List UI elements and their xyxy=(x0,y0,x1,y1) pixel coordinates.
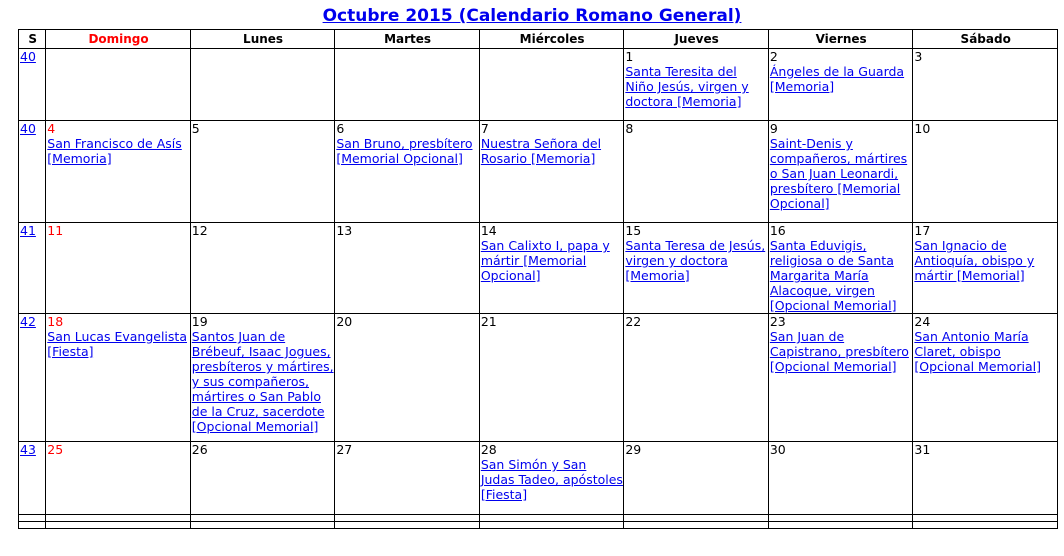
empty-cell xyxy=(190,515,335,522)
empty-row xyxy=(19,522,1058,529)
empty-cell xyxy=(335,522,480,529)
day-cell xyxy=(335,442,480,515)
day-cell xyxy=(768,442,913,515)
day-cell xyxy=(913,121,1058,223)
empty-cell xyxy=(913,515,1058,522)
week-row xyxy=(19,442,1058,515)
week-row xyxy=(19,314,1058,442)
day-cell xyxy=(913,442,1058,515)
day-cell xyxy=(335,49,480,121)
celebration-link[interactable]: Ángeles de la Guarda [Memoria] xyxy=(769,64,905,94)
calendar-title[interactable]: Octubre 2015 (Calendario Romano General) xyxy=(322,6,742,26)
empty-cell xyxy=(190,522,335,529)
week-row xyxy=(19,49,1058,121)
empty-cell xyxy=(479,522,624,529)
celebration-link[interactable]: Santa Teresa de Jesús, virgen y doctora [Memoria] xyxy=(625,238,766,283)
celebration-link[interactable]: San Calixto I, papa y mártir [Memorial Opcional] xyxy=(480,238,610,283)
empty-cell xyxy=(46,515,191,522)
day-number: 18 xyxy=(47,314,64,329)
day-cell xyxy=(479,223,624,314)
empty-cell xyxy=(46,522,191,529)
week-number-link[interactable]: 42 xyxy=(20,314,36,329)
week-row xyxy=(19,121,1058,223)
empty-cell xyxy=(768,522,913,529)
celebration-link[interactable]: San Bruno, presbítero [Memorial Opcional] xyxy=(336,136,473,166)
header-sunday: Domingo xyxy=(46,30,191,49)
week-row xyxy=(19,223,1058,314)
day-cell xyxy=(46,314,191,442)
celebration-link[interactable]: San Lucas Evangelista [Fiesta] xyxy=(47,329,187,359)
day-number: 11 xyxy=(47,223,64,238)
day-cell xyxy=(913,49,1058,121)
week-number-link[interactable]: 40 xyxy=(20,121,36,136)
day-cell xyxy=(190,49,335,121)
day-cell xyxy=(768,314,913,442)
empty-cell xyxy=(768,515,913,522)
week-number-link[interactable]: 41 xyxy=(20,223,36,238)
day-cell xyxy=(624,223,769,314)
week-number-cell xyxy=(19,314,46,442)
empty-cell xyxy=(19,522,46,529)
header-monday: Lunes xyxy=(190,30,335,49)
calendar-table xyxy=(18,29,1058,529)
header-friday: Viernes xyxy=(768,30,913,49)
day-cell xyxy=(624,314,769,442)
day-number: 23 xyxy=(769,314,786,329)
day-number: 26 xyxy=(191,442,208,457)
day-cell xyxy=(46,223,191,314)
day-cell xyxy=(190,121,335,223)
day-cell xyxy=(190,442,335,515)
celebration-link[interactable]: Santa Eduvigis, religiosa o de Santa Margarita María Alacoque, virgen [Opcional Memorial] xyxy=(769,238,897,313)
day-cell xyxy=(479,121,624,223)
day-number: 6 xyxy=(336,121,345,136)
day-cell xyxy=(768,121,913,223)
celebration-link[interactable]: San Ignacio de Antioquía, obispo y mártir [Memorial] xyxy=(914,238,1035,283)
day-cell xyxy=(624,121,769,223)
day-cell xyxy=(46,121,191,223)
week-number-link[interactable]: 43 xyxy=(20,442,36,457)
day-number: 21 xyxy=(480,314,497,329)
day-cell xyxy=(479,314,624,442)
header-week: S xyxy=(19,30,46,49)
celebration-link[interactable]: Saint-Denis y compañeros, mártires o San Juan Leonardi, presbítero [Memorial Opcional] xyxy=(769,136,908,211)
day-number: 25 xyxy=(47,442,64,457)
day-number: 30 xyxy=(769,442,786,457)
day-number: 19 xyxy=(191,314,208,329)
header-wednesday: Miércoles xyxy=(479,30,624,49)
empty-cell xyxy=(913,522,1058,529)
day-number: 27 xyxy=(336,442,353,457)
day-cell xyxy=(768,49,913,121)
day-number: 9 xyxy=(769,121,778,136)
day-cell xyxy=(46,49,191,121)
week-number-cell xyxy=(19,223,46,314)
day-number: 24 xyxy=(914,314,931,329)
day-number: 22 xyxy=(625,314,642,329)
day-cell xyxy=(46,442,191,515)
celebration-link[interactable]: Santos Juan de Brébeuf, Isaac Jogues, presbíteros y mártires, y sus compañeros, mártires o San Pablo de la Cruz, sacerdote [Opcional Memorial] xyxy=(191,329,334,434)
day-number: 16 xyxy=(769,223,786,238)
day-number: 14 xyxy=(480,223,497,238)
day-cell xyxy=(913,314,1058,442)
day-number: 2 xyxy=(769,49,778,64)
day-cell xyxy=(768,223,913,314)
celebration-link[interactable]: San Francisco de Asís [Memoria] xyxy=(47,136,182,166)
day-cell xyxy=(335,121,480,223)
day-number: 20 xyxy=(336,314,353,329)
day-cell xyxy=(479,49,624,121)
day-number: 17 xyxy=(914,223,931,238)
celebration-link[interactable]: San Simón y San Judas Tadeo, apóstoles [Fiesta] xyxy=(480,457,623,502)
day-cell xyxy=(335,314,480,442)
day-number: 8 xyxy=(625,121,634,136)
week-number-link[interactable]: 40 xyxy=(20,49,36,64)
celebration-link[interactable]: Nuestra Señora del Rosario [Memoria] xyxy=(480,136,602,166)
day-cell xyxy=(624,49,769,121)
week-number-cell xyxy=(19,49,46,121)
week-number-cell xyxy=(19,442,46,515)
day-number: 4 xyxy=(47,121,56,136)
celebration-link[interactable]: Santa Teresita del Niño Jesús, virgen y doctora [Memoria] xyxy=(625,64,749,109)
day-cell xyxy=(335,223,480,314)
header-row xyxy=(19,30,1058,49)
day-cell xyxy=(190,223,335,314)
celebration-link[interactable]: San Antonio María Claret, obispo [Opcional Memorial] xyxy=(914,329,1041,374)
day-number: 10 xyxy=(914,121,931,136)
day-cell xyxy=(479,442,624,515)
celebration-link[interactable]: San Juan de Capistrano, presbítero [Opcional Memorial] xyxy=(769,329,909,374)
week-number-cell xyxy=(19,121,46,223)
header-tuesday: Martes xyxy=(335,30,480,49)
empty-row xyxy=(19,515,1058,522)
day-number: 1 xyxy=(625,49,634,64)
day-number: 3 xyxy=(914,49,923,64)
empty-cell xyxy=(19,515,46,522)
empty-cell xyxy=(624,515,769,522)
day-number: 7 xyxy=(480,121,489,136)
day-number: 29 xyxy=(625,442,642,457)
day-number: 13 xyxy=(336,223,353,238)
empty-cell xyxy=(479,515,624,522)
header-thursday: Jueves xyxy=(624,30,769,49)
empty-cell xyxy=(624,522,769,529)
day-number: 15 xyxy=(625,223,642,238)
day-number: 12 xyxy=(191,223,208,238)
day-cell xyxy=(190,314,335,442)
day-cell xyxy=(624,442,769,515)
day-number: 28 xyxy=(480,442,497,457)
day-number: 5 xyxy=(191,121,200,136)
day-number: 31 xyxy=(914,442,931,457)
empty-cell xyxy=(335,515,480,522)
header-saturday: Sábado xyxy=(913,30,1058,49)
day-cell xyxy=(913,223,1058,314)
